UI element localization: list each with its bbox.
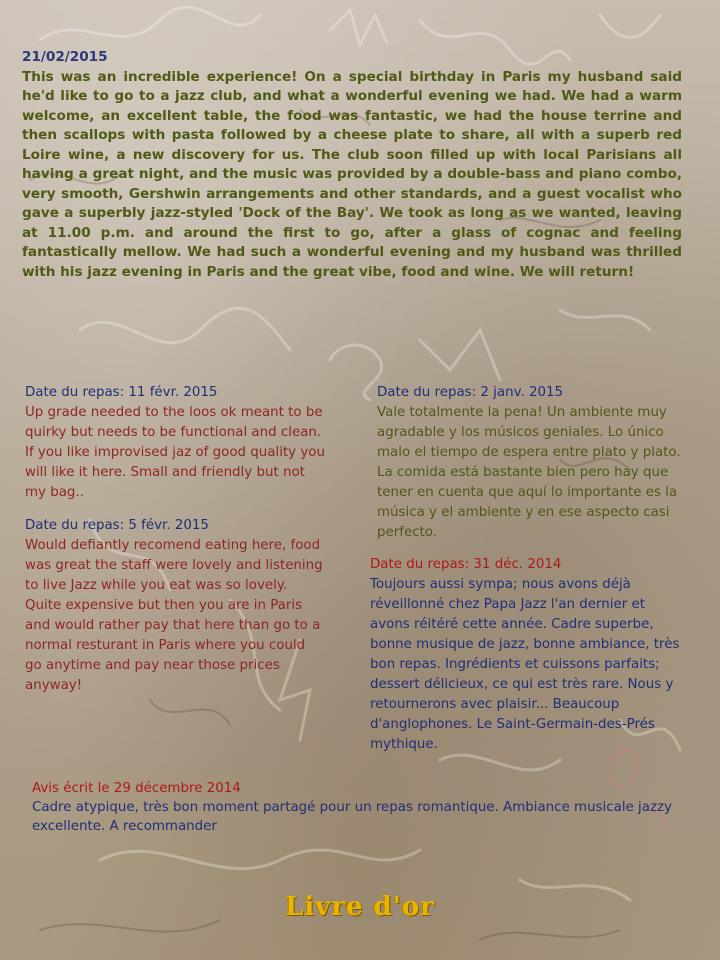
- review-date: Date du repas: 2 janv. 2015: [377, 385, 564, 400]
- review-date: Date du repas: 11 févr. 2015: [25, 385, 218, 400]
- main-review-date: 21/02/2015: [22, 49, 108, 65]
- review-text: Toujours aussi sympa; nous avons déjà réveillonné chez Papa Jazz l'an dernier et avons réitéré cette année. Cadre superbe, bonne musique de jazz, bonne ambiance, très bon repas. Ingrédients et cuissons parfaits; dessert délicieux, ce qui est très rare. Nous y retournerons avec plaisir... Beaucoup d'anglophones. Le Saint-Germain-des-Prés mythique.: [370, 577, 680, 752]
- review-text: Up grade needed to the loos ok meant to be quirky but needs to be functional and clean. If you like improvised jaz of good quality you will like it here. Small and friendly but not my bag..: [25, 405, 325, 500]
- guestbook-title: Livre d'or: [285, 892, 435, 922]
- review-card: [25, 516, 325, 696]
- review-text: Cadre atypique, très bon moment partagé pour un repas romantique. Ambiance musicale jazzy excellente. A recommander: [32, 800, 672, 834]
- review-date: Avis écrit le 29 décembre 2014: [32, 781, 241, 796]
- review-text: Would defiantly recomend eating here, food was great the staff were lovely and listening to live Jazz while you eat was so lovely. Quite expensive but then you are in Paris and would rather pay that here than go to a normal resturant in Paris where you could go anytime and pay near those prices anyway!: [25, 538, 323, 693]
- review-text: Vale totalmente la pena! Un ambiente muy agradable y los músicos geniales. Lo único malo el tiempo de espera entre plato y plato. La comida está bastante bien pero hay que tener en cuenta que aquí lo importante es la música y el ambiente y en ese aspecto casi perfecto.: [377, 405, 681, 540]
- review-card: [32, 779, 682, 836]
- review-date: Date du repas: 5 févr. 2015: [25, 518, 209, 533]
- review-date: Date du repas: 31 déc. 2014: [370, 557, 562, 572]
- review-card: [25, 383, 325, 503]
- review-card: [377, 383, 687, 543]
- main-review-text: This was an incredible experience! On a special birthday in Paris my husband said he'd like to go to a jazz club, and what a wonderful evening we had. We had a warm welcome, an excellent table, the food was fantastic, we had the house terrine and then scallops with pasta followed by a cheese plate to share, all with a superb red Loire wine, a new discovery for us. The club soon filled up with local Parisians all having a great night, and the music was provided by a double-bass and piano combo, very smooth, Gershwin arrangements and other standards, and a guest vocalist who gave a superbly jazz-styled 'Dock of the Bay'. We took as long as we wanted, leaving at 11.00 p.m. and around the first to go, after a glass of cognac and feeling fantastically mellow. We had such a wonderful evening and my husband was thrilled with his jazz evening in Paris and the great vibe, food and wine. We will return!: [22, 68, 682, 280]
- review-card: [370, 555, 688, 755]
- main-review: [22, 48, 682, 282]
